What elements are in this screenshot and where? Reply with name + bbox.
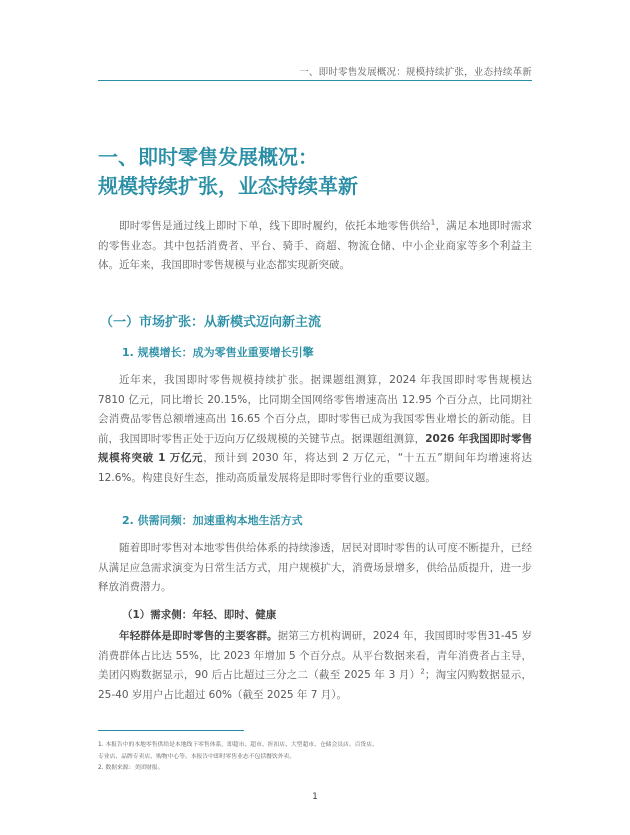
demand-side-paragraph (98, 627, 532, 705)
scale-growth-highlight: 2026 年我国即时零售规模将突破 1 万亿元 (98, 432, 533, 464)
intro-text-b: ，满足本地即时需求的零售业态。其中包括消费者、平台、骑手、商超、物流仓储、中小企业商家等多个利益主体。近年来，我国即时零售规模与业态都实现新突破。 (98, 220, 533, 271)
supply-demand-paragraph: 随着即时零售对本地零售供给体系的持续渗透，居民对即时零售的认可度不断提升，已经从满足应急需求演变为日常生活方式，用户规模扩大，消费场景增多，供给品质提升，进一步释放消费潜力。 (98, 542, 532, 593)
footnote-rule (98, 730, 244, 731)
chapter-title-line-1: 一、即时零售发展概况： (98, 145, 318, 169)
running-header: 一、即时零售发展概况：规模持续扩张，业态持续革新 (299, 67, 532, 78)
intro-text-a: 即时零售是通过线上即时下单，线下即时履约，依托本地零售供给 (119, 220, 431, 232)
footnote-ref-1[interactable]: 1 (430, 218, 436, 227)
chapter-title-line-2: 规模持续扩张，业态持续革新 (98, 174, 358, 198)
subsection-heading-scale-growth: 1. 规模增长：成为零售业重要增长引擎 (122, 346, 314, 359)
footnotes (98, 740, 532, 775)
chapter-title (98, 143, 538, 201)
scale-growth-paragraph (98, 371, 532, 488)
header-rule (98, 80, 532, 81)
demand-side-highlight: 年轻群体是即时零售的主要客群。 (119, 630, 278, 642)
demand-side-text-b: ；淘宝闪购数据显示，25-40 岁用户占比超过 60%（截至 2025 年 7 月）。 (98, 669, 533, 701)
demand-side-heading: （1）需求侧：年轻、即时、健康 (122, 609, 277, 621)
footnote-ref-2[interactable]: 2 (420, 667, 425, 676)
demand-side-text-a: 据第三方机构调研，2024 年，我国即时零售31-45 岁消费群体占比达 55%，比 2023 年增加 5 个百分点。从平台数据来看，青年消费者占主导，美团闪购数据显示，90 后占比超过三分之二（截至 2025 年 3 月） (98, 630, 532, 681)
footnote-2: 2. 数据来源：美团财报。 (98, 765, 164, 771)
section-heading-market-expansion: （一）市场扩张：从新模式迈向新主流 (100, 315, 322, 330)
scale-growth-text-b: ，预计到 2030 年，将达到 2 万亿元，“十五五”期间年均增速将达 12.6%。构建良好生态，推动高质量发展将是即时零售行业的重要议题。 (98, 452, 532, 484)
intro-paragraph (98, 217, 532, 276)
scale-growth-text-a: 近年来，我国即时零售规模持续扩张。据课题组测算，2024 年我国即时零售规模达7810 亿元，同比增长 20.15%，比同期全国网络零售增速高出 12.95 个百分点，比同期社会消费品零售总额增速高出 16.65 个百分点，即时零售已成为我国零售业增长的新动能。目前，我国即时零售正处于迈向万亿级规模的关键节点。据课题组测算， (98, 374, 532, 445)
footnote-1-line-1: 1. 本报告中的本地零售供给是本地线下零售体系，即超市、超市、折扣店、大型超市、仓储会员店、百货店、 (98, 742, 378, 748)
page-number: 1 (312, 792, 318, 802)
footnote-1-line-2: 专业店、品牌专卖店、购物中心等。本报告中即时零售业态不包括餐饮外卖。 (98, 753, 296, 760)
subsection-heading-supply-demand: 2. 供需同频：加速重构本地生活方式 (122, 514, 303, 527)
